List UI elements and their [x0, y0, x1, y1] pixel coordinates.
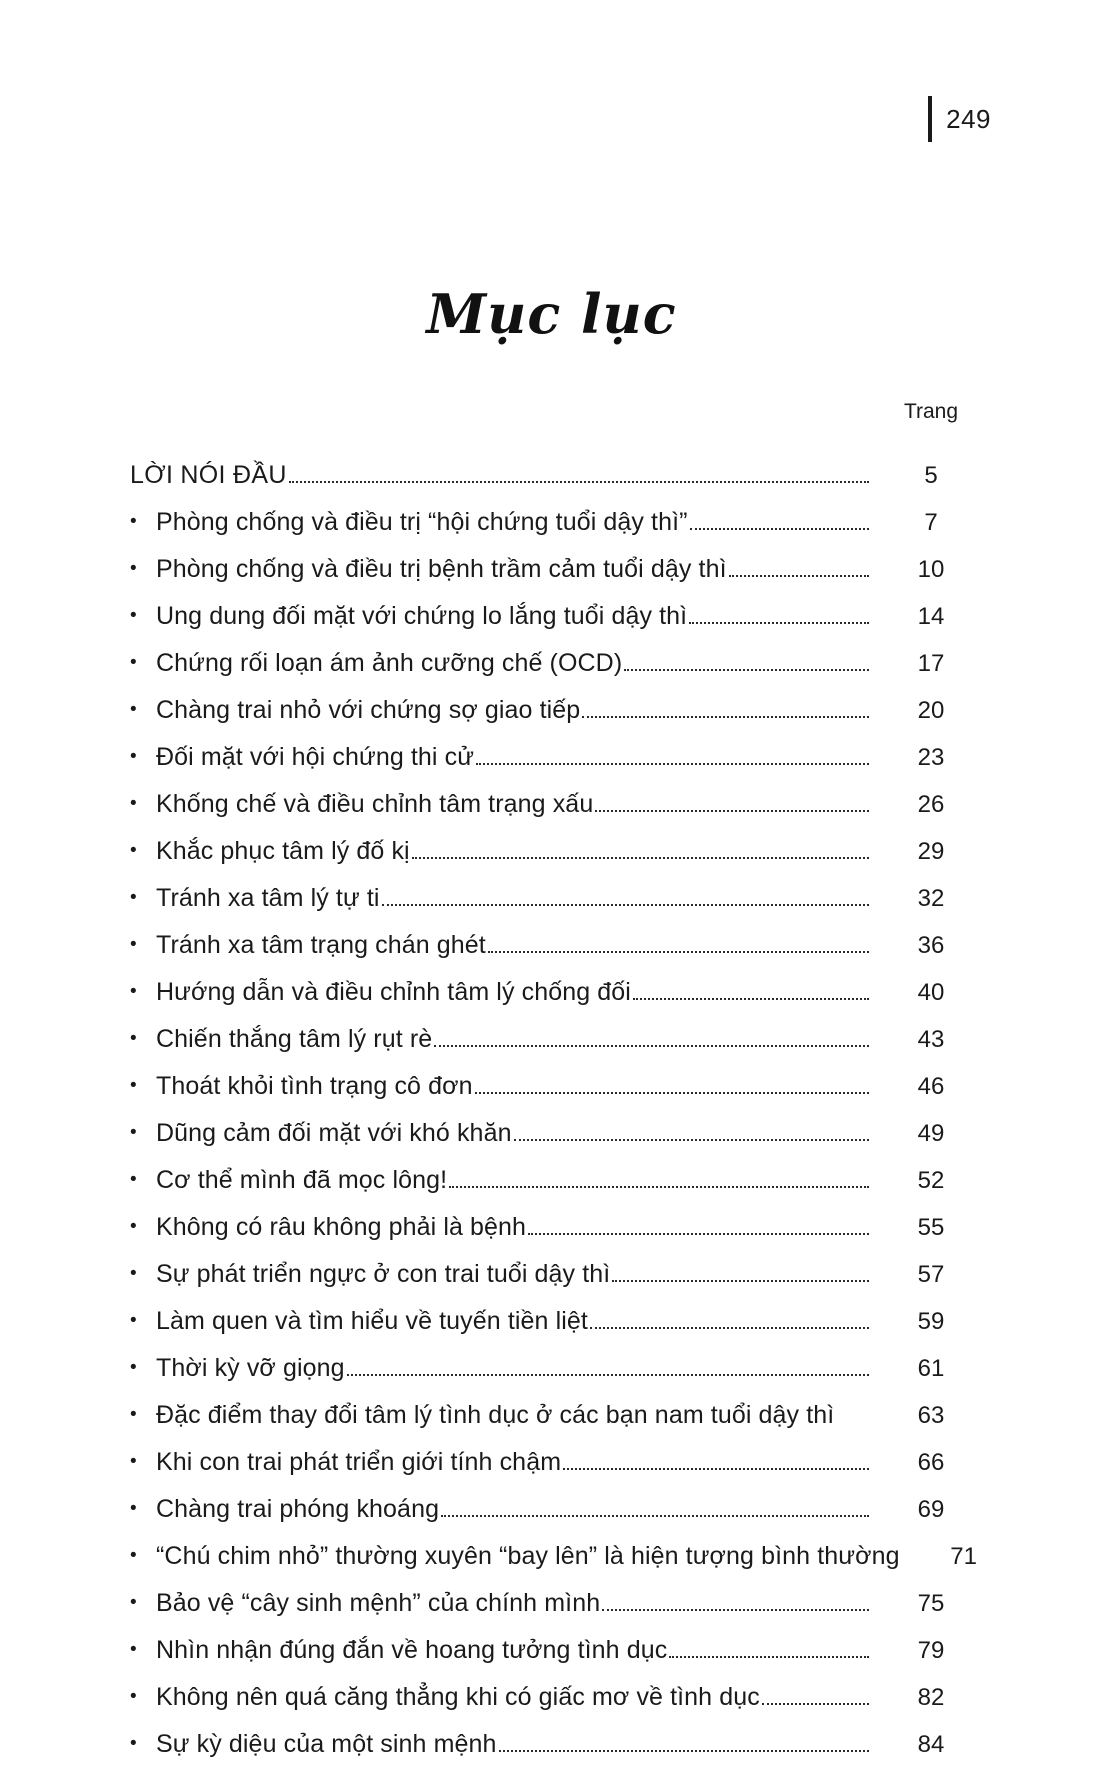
toc-entry-page: 55 [917, 1214, 945, 1241]
toc-leader-dots [669, 1655, 869, 1658]
toc-entry-page: 20 [917, 697, 945, 724]
toc-entry-label: Dũng cảm đối mặt với khó khăn [156, 1119, 512, 1147]
toc-leader-dots [514, 1138, 869, 1141]
page-header [928, 96, 991, 142]
toc-leader-dots [476, 762, 869, 765]
toc-leader-dots [449, 1185, 869, 1188]
toc-entry[interactable] [130, 772, 991, 819]
toc-leader-dots [624, 668, 869, 671]
toc-entry[interactable] [130, 678, 991, 725]
toc-entry-page: 14 [917, 603, 945, 630]
bullet-icon: • [130, 1404, 137, 1425]
toc-entry[interactable] [130, 1242, 991, 1289]
toc-leader-dots [528, 1232, 869, 1235]
toc-entry-label: Không nên quá căng thẳng khi có giấc mơ về tình dục [156, 1683, 760, 1711]
toc-entry[interactable] [130, 584, 991, 631]
toc-entry-label: Phòng chống và điều trị “hội chứng tuổi dậy thì” [156, 508, 688, 536]
toc-leader-dots [475, 1091, 869, 1094]
toc-entry-label: Đối mặt với hội chứng thi cử [156, 743, 475, 771]
toc-entry-label: Sự phát triển ngực ở con trai tuổi dậy thì [156, 1260, 611, 1288]
toc-entry-page: 69 [917, 1496, 945, 1523]
toc-entry[interactable] [130, 537, 991, 584]
bullet-icon: • [130, 1592, 137, 1613]
toc-entry-label: LỜI NÓI ĐẦU [130, 461, 287, 489]
toc-leader-dots [595, 809, 869, 812]
toc-list [130, 443, 991, 1759]
toc-entry[interactable] [130, 1054, 991, 1101]
bullet-icon: • [130, 1263, 137, 1284]
header-rule [928, 96, 932, 142]
toc-leader-dots [762, 1702, 869, 1705]
toc-entry[interactable] [130, 725, 991, 772]
bullet-icon: • [130, 1545, 137, 1566]
toc-leader-dots [412, 856, 869, 859]
toc-leader-dots [434, 1044, 869, 1047]
toc-leader-dots [729, 574, 869, 577]
toc-entry-label: Ung dung đối mặt với chứng lo lắng tuổi dậy thì [156, 602, 688, 630]
toc-entry-label: Tránh xa tâm trạng chán ghét [156, 931, 486, 959]
toc-leader-dots [441, 1514, 869, 1517]
toc-leader-dots [690, 527, 869, 530]
toc-entry-page: 5 [924, 462, 938, 489]
toc-entry-label: Chàng trai nhỏ với chứng sợ giao tiếp [156, 696, 581, 724]
toc-entry-page: 82 [917, 1684, 945, 1711]
toc-entry-page: 59 [917, 1308, 945, 1335]
bullet-icon: • [130, 887, 137, 908]
toc-entry-label: Khi con trai phát triển giới tính chậm [156, 1448, 562, 1476]
bullet-icon: • [130, 746, 137, 767]
bullet-icon: • [130, 981, 137, 1002]
toc-entry[interactable] [130, 1195, 991, 1242]
toc-entry-page: 10 [917, 556, 945, 583]
toc-leader-dots [689, 621, 869, 624]
toc-entry[interactable] [130, 1148, 991, 1195]
bullet-icon: • [130, 1169, 137, 1190]
bullet-icon: • [130, 605, 137, 626]
toc-entry-label: Thời kỳ vỡ giọng [156, 1354, 345, 1382]
toc-entry[interactable] [130, 1289, 991, 1336]
toc-entry-label: Cơ thể mình đã mọc lông! [156, 1166, 448, 1194]
toc-entry-page: 26 [917, 791, 945, 818]
toc-leader-dots [836, 1422, 869, 1423]
toc-entry-label: Chứng rối loạn ám ảnh cưỡng chế (OCD) [156, 649, 623, 677]
bullet-icon: • [130, 1028, 137, 1049]
toc-entry-label: “Chú chim nhỏ” thường xuyên “bay lên” là hiện tượng bình thường [156, 1542, 900, 1570]
bullet-icon: • [130, 1075, 137, 1096]
bullet-icon: • [130, 558, 137, 579]
bullet-icon: • [130, 699, 137, 720]
toc-entry-page: 46 [917, 1073, 945, 1100]
toc-entry[interactable] [130, 1430, 991, 1477]
toc-entry-label: Không có râu không phải là bệnh [156, 1213, 527, 1241]
bullet-icon: • [130, 652, 137, 673]
toc-entry[interactable] [130, 913, 991, 960]
toc-entry[interactable] [130, 1101, 991, 1148]
toc-entry-label: Đặc điểm thay đổi tâm lý tình dục ở các bạn nam tuổi dậy thì [156, 1401, 835, 1429]
toc-entry[interactable] [130, 1383, 991, 1430]
toc-entry-page: 66 [917, 1449, 945, 1476]
toc-entry-page: 32 [917, 885, 945, 912]
column-header-page: Trang [903, 400, 959, 423]
bullet-icon: • [130, 1733, 137, 1754]
toc-entry-label: Hướng dẫn và điều chỉnh tâm lý chống đối [156, 978, 631, 1006]
bullet-icon: • [130, 1686, 137, 1707]
toc-leader-dots [499, 1749, 869, 1752]
toc-entry[interactable] [130, 1712, 991, 1759]
bullet-icon: • [130, 934, 137, 955]
bullet-icon: • [130, 1122, 137, 1143]
toc-leader-dots [582, 715, 869, 718]
toc-entry-page: 57 [917, 1261, 945, 1288]
toc-leader-dots [347, 1373, 869, 1376]
toc-leader-dots [488, 950, 869, 953]
toc-entry-label: Khống chế và điều chỉnh tâm trạng xấu [156, 790, 594, 818]
toc-entry-page: 49 [917, 1120, 945, 1147]
toc-entry[interactable] [130, 866, 991, 913]
toc-entry-label: Phòng chống và điều trị bệnh trầm cảm tuổi dậy thì [156, 555, 727, 583]
toc-entry[interactable] [130, 1618, 991, 1665]
toc-entry[interactable] [130, 1571, 991, 1618]
toc-entry-label: Tránh xa tâm lý tự ti [156, 884, 380, 912]
toc-entry[interactable] [130, 1007, 991, 1054]
toc-leader-dots [590, 1326, 869, 1329]
bullet-icon: • [130, 1639, 137, 1660]
bullet-icon: • [130, 1451, 137, 1472]
toc-leader-dots [602, 1608, 869, 1611]
toc-leader-dots [633, 997, 869, 1000]
toc-entry-label: Nhìn nhận đúng đắn về hoang tưởng tình dục [156, 1636, 668, 1664]
toc-entry-page: 17 [917, 650, 945, 677]
page-title: Mục lục [426, 282, 677, 346]
toc-entry-page: 61 [917, 1355, 945, 1382]
bullet-icon: • [130, 840, 137, 861]
toc-entry-page: 36 [917, 932, 945, 959]
toc-entry-label: Chàng trai phóng khoáng [156, 1495, 440, 1523]
toc-leader-dots [612, 1279, 869, 1282]
toc-entry-page: 84 [917, 1731, 945, 1758]
toc-entry-page: 79 [917, 1637, 945, 1664]
toc-leader-dots [382, 903, 869, 906]
toc-entry-page: 71 [950, 1543, 977, 1570]
toc-entry-page: 63 [917, 1402, 945, 1429]
toc-entry-page: 40 [917, 979, 945, 1006]
toc-entry[interactable] [130, 1665, 991, 1712]
toc-entry-page: 7 [924, 509, 938, 536]
toc-entry[interactable] [130, 1477, 991, 1524]
toc-leader-dots [289, 480, 869, 483]
toc-entry[interactable] [130, 443, 991, 490]
toc-entry[interactable] [130, 1336, 991, 1383]
toc-entry[interactable] [130, 819, 991, 866]
toc-entry-label: Khắc phục tâm lý đố kị [156, 837, 410, 865]
toc-leader-dots [563, 1467, 869, 1470]
toc-entry-page: 52 [917, 1167, 945, 1194]
bullet-icon: • [130, 1357, 137, 1378]
bullet-icon: • [130, 1310, 137, 1331]
bullet-icon: • [130, 793, 137, 814]
toc-entry-page: 43 [917, 1026, 945, 1053]
toc-entry-page: 23 [917, 744, 945, 771]
bullet-icon: • [130, 511, 137, 532]
page-number: 249 [946, 103, 991, 134]
toc-entry[interactable] [130, 1524, 991, 1571]
toc-entry-page: 29 [917, 838, 945, 865]
toc-entry[interactable] [130, 490, 991, 537]
bullet-icon: • [130, 1498, 137, 1519]
bullet-icon: • [130, 1216, 137, 1237]
toc-entry-label: Chiến thắng tâm lý rụt rè [156, 1025, 433, 1053]
toc-entry-label: Làm quen và tìm hiểu về tuyến tiền liệt [156, 1307, 588, 1335]
toc-entry[interactable] [130, 631, 991, 678]
toc-entry-page: 75 [917, 1590, 945, 1617]
toc-entry-label: Bảo vệ “cây sinh mệnh” của chính mình [156, 1589, 601, 1617]
toc-entry[interactable] [130, 960, 991, 1007]
toc-entry-label: Thoát khỏi tình trạng cô đơn [156, 1072, 473, 1100]
toc-entry-label: Sự kỳ diệu của một sinh mệnh [156, 1730, 497, 1758]
